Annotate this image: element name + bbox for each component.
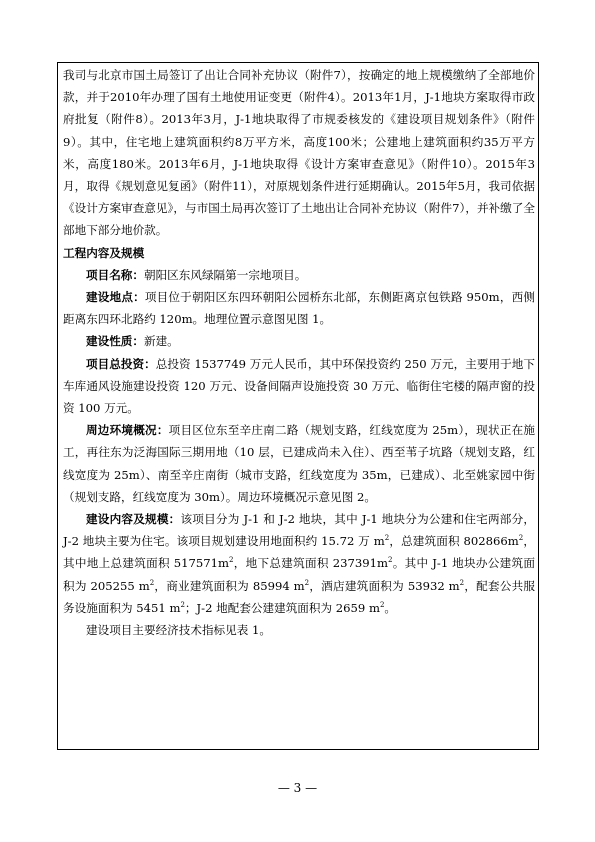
nature-paragraph bbox=[63, 330, 535, 352]
page-number: — 3 — bbox=[277, 781, 318, 795]
document-body bbox=[63, 64, 535, 641]
superscript-2: 2 bbox=[459, 578, 465, 587]
closing-paragraph: 建设项目主要经济技术指标见表 1。 bbox=[86, 623, 271, 638]
superscript-2: 2 bbox=[384, 534, 390, 543]
project-name-label: 项目名称： bbox=[86, 267, 144, 282]
scale-text-3: ，其中地上总建筑面积 517571m bbox=[63, 534, 535, 571]
scale-text-10: 。 bbox=[384, 600, 397, 615]
location-label: 建设地点： bbox=[86, 290, 145, 305]
superscript-2: 2 bbox=[149, 578, 155, 587]
scale-text-9: ；J-2 地配套公建建筑面积为 2659 m bbox=[184, 600, 380, 615]
superscript-2: 2 bbox=[304, 578, 310, 587]
intro-paragraph: 我司与北京市国土局签订了出让合同补充协议（附件7），按确定的地上规模缴纳了全部地价款，并于2010年办理了国有土地使用证变更（附件4）。2013年1月，J-1地块方案取得市政府批复（附件8）。2013年3月，J-1地块取得了市规委核发的《建设项目规划条件》（附件9）。其中，住宅地上建筑面积约8万平方米，高度100米；公建地上建筑面积约35万平方米，高度180米。2013年6月，J-1地块取得《设计方案审查意见》（附件10）。2015年3月，取得《规划意见复函》（附件11），对原规划条件进行延期确认。2015年5月，我司依据《设计方案审查意见》，与市国土局再次签订了土地出让合同补充协议（附件7），并补缴了全部地下部分地价款。 bbox=[63, 68, 535, 238]
scale-text-7: ，酒店建筑面积为 53932 m bbox=[309, 578, 460, 593]
scale-paragraph bbox=[63, 508, 535, 619]
scale-label: 建设内容及规模： bbox=[86, 512, 181, 527]
location-paragraph bbox=[63, 286, 535, 330]
project-name-paragraph bbox=[63, 264, 535, 286]
investment-paragraph bbox=[63, 353, 535, 420]
surroundings-label: 周边环境概况： bbox=[86, 423, 169, 438]
investment-label: 项目总投资： bbox=[86, 356, 156, 371]
project-name-text: 朝阳区东风绿隔第一宗地项目。 bbox=[143, 267, 307, 282]
surroundings-text: 项目区位东至辛庄南二路（规划支路，红线宽度为 25m），现状正在施工，再往东为泛海国际三期用地（10 层，已建成尚未入住）、西至苇子坑路（规划支路，红线宽度为 25m）、南至辛庄南街（城市支路，红线宽度为 35m，已建成）、北至姚家园中街（规划支路，红线宽度为 30m）。周边环境概况示意见图 2。 bbox=[63, 423, 535, 504]
scale-text-6: ，商业建筑面积为 85994 m bbox=[154, 578, 305, 593]
scale-text-1: 该项目分为 J-1 和 J-2 地块，其中 J-1 地块分为公建和住宅两部分，J-2 地块主要为住宅。该项目规划建设用地面积约 15.72 万 m bbox=[63, 512, 535, 549]
superscript-2: 2 bbox=[180, 601, 185, 610]
superscript-2: 2 bbox=[387, 556, 393, 565]
nature-label: 建设性质： bbox=[86, 334, 144, 349]
investment-text: 总投资 1537749 万元人民币，其中环保投资约 250 万元，主要用于地下车库通风设施建设投资 120 万元、设备间隔声设施投资 30 万元、临街住宅楼的隔声窗的投资 100 万元。 bbox=[63, 356, 535, 416]
section-heading: 工程内容及规模 bbox=[63, 245, 145, 260]
nature-text: 新建。 bbox=[143, 334, 179, 349]
superscript-2: 2 bbox=[379, 601, 385, 610]
scale-text-4: ，地下总建筑面积 237391m bbox=[233, 556, 388, 571]
location-text: 项目位于朝阳区东四环朝阳公园桥东北部，东侧距离京包铁路 950m，西侧距离东四环北路约 120m。地理位置示意图见图 1。 bbox=[63, 290, 535, 327]
scale-text-5: 。其中 J-1 地块办公建筑面积为 205255 m bbox=[63, 556, 535, 593]
superscript-2: 2 bbox=[518, 534, 524, 543]
scale-text-8: ，配套公共服务设施面积为 5451 m bbox=[63, 578, 536, 615]
surroundings-paragraph bbox=[63, 419, 535, 508]
superscript-2: 2 bbox=[229, 556, 234, 565]
scale-text-2: ，总建筑面积 802866m bbox=[389, 534, 519, 549]
